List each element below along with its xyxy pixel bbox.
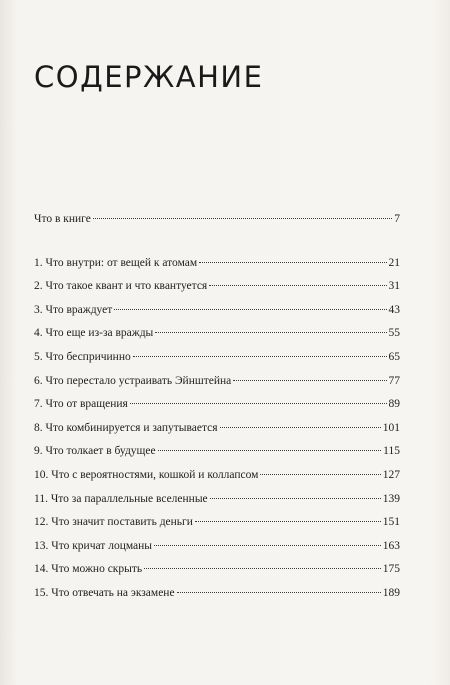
toc-entry xyxy=(34,511,400,535)
toc-entry-label: 13. Что кричат лоцманы xyxy=(34,539,153,552)
toc-page-number: 65 xyxy=(388,350,400,363)
dot-leader xyxy=(133,356,387,357)
toc-page-number: 31 xyxy=(388,280,400,293)
toc-entry-label: 11. Что за параллельные вселенные xyxy=(34,492,208,505)
toc-entry xyxy=(34,535,400,559)
toc-entry xyxy=(34,464,400,488)
toc-page-number: 55 xyxy=(388,327,400,340)
toc-entry-label: 9. Что толкает в будущее xyxy=(34,445,156,458)
toc-entry xyxy=(34,558,400,582)
toc-entry xyxy=(34,252,400,276)
toc-entry xyxy=(34,299,400,323)
toc-entry-label: 1. Что внутри: от вещей к атомам xyxy=(34,256,198,269)
toc-page-number: 139 xyxy=(382,492,400,505)
toc-entry-label: 4. Что еще из-за вражды xyxy=(34,327,154,340)
toc-page-number: 175 xyxy=(382,563,400,576)
toc-entry-label: 10. Что с вероятностями, кошкой и коллапсом xyxy=(34,468,259,481)
dot-leader xyxy=(195,521,381,522)
dot-leader xyxy=(144,568,381,569)
toc-entry-label: 3. Что враждует xyxy=(34,303,113,316)
toc-entry xyxy=(34,440,400,464)
toc-entry xyxy=(34,582,400,606)
toc-entry-label: 15. Что отвечать на экзамене xyxy=(34,586,175,599)
toc-entry-intro xyxy=(34,208,400,232)
toc-entry-label: 8. Что комбинируется и запутывается xyxy=(34,421,218,434)
toc-page-number: 163 xyxy=(382,539,400,552)
dot-leader xyxy=(260,474,380,475)
toc-page-number: 115 xyxy=(383,445,400,458)
toc-entry-label: 2. Что такое квант и что квантуется xyxy=(34,280,208,293)
dot-leader xyxy=(93,218,392,219)
dot-leader xyxy=(114,309,386,310)
dot-leader xyxy=(158,450,382,451)
dot-leader xyxy=(130,403,387,404)
toc-entry-label: 12. Что значит поставить деньги xyxy=(34,516,193,529)
toc-entry-label: 6. Что перестало устраивать Эйнштейна xyxy=(34,374,232,387)
toc-page-number: 43 xyxy=(388,303,400,316)
dot-leader xyxy=(199,262,386,263)
toc-entry xyxy=(34,417,400,441)
toc-page-number: 101 xyxy=(382,421,400,434)
dot-leader xyxy=(220,427,381,428)
toc-page-number: 189 xyxy=(382,586,400,599)
dot-leader xyxy=(209,285,386,286)
dot-leader xyxy=(154,545,381,546)
toc-entry xyxy=(34,488,400,512)
toc-entry-label: 7. Что от вращения xyxy=(34,398,128,411)
toc-entry xyxy=(34,370,400,394)
dot-leader xyxy=(233,380,386,381)
toc-page-number: 21 xyxy=(388,256,400,269)
toc-entry-label: 14. Что можно скрыть xyxy=(34,563,143,576)
toc-entry xyxy=(34,393,400,417)
toc-page-number: 127 xyxy=(382,468,400,481)
toc-page-number: 89 xyxy=(388,398,400,411)
toc-entry xyxy=(34,275,400,299)
page-title: СОДЕРЖАНИЕ xyxy=(34,60,264,94)
toc-page-number: 77 xyxy=(388,374,400,387)
dot-leader xyxy=(210,498,381,499)
toc-entry-label: Что в книге xyxy=(34,213,91,225)
toc-entry xyxy=(34,322,400,346)
dot-leader xyxy=(177,592,381,593)
toc-entry xyxy=(34,346,400,370)
table-of-contents xyxy=(34,208,400,606)
toc-entry-label: 5. Что беспричинно xyxy=(34,350,131,363)
dot-leader xyxy=(155,332,386,333)
toc-page-number: 7 xyxy=(394,213,400,225)
toc-page-number: 151 xyxy=(382,516,400,529)
